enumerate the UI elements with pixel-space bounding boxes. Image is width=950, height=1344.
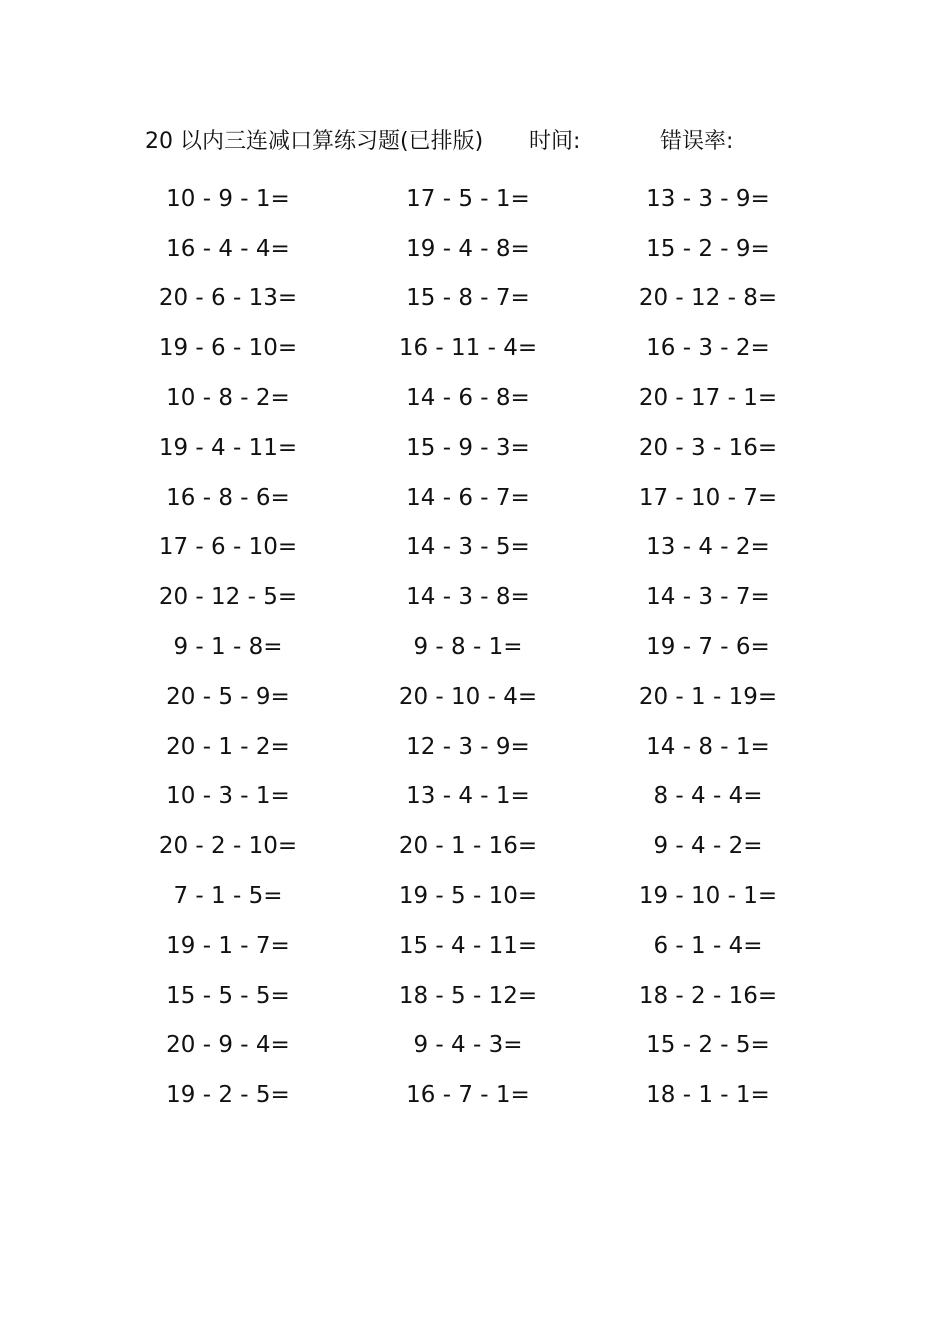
problem-item: 14 - 3 - 8= bbox=[406, 584, 530, 611]
problem-item: 19 - 1 - 7= bbox=[166, 932, 290, 959]
problem-item: 9 - 4 - 3= bbox=[413, 1032, 523, 1059]
problem-item: 9 - 8 - 1= bbox=[413, 634, 523, 661]
problem-item: 19 - 4 - 11= bbox=[158, 434, 298, 461]
problem-row bbox=[108, 224, 828, 274]
problem-grid bbox=[108, 174, 828, 1120]
problem-item: 18 - 2 - 16= bbox=[638, 982, 778, 1009]
error-rate-label: 错误率: bbox=[660, 129, 734, 154]
problem-item: 16 - 4 - 4= bbox=[166, 235, 290, 262]
worksheet-header bbox=[145, 126, 845, 158]
problem-item: 14 - 8 - 1= bbox=[646, 733, 770, 760]
problem-item: 20 - 5 - 9= bbox=[166, 683, 290, 710]
problem-item: 13 - 4 - 2= bbox=[646, 534, 770, 561]
problem-item: 14 - 6 - 8= bbox=[406, 385, 530, 412]
problem-row bbox=[108, 921, 828, 971]
problem-item: 14 - 6 - 7= bbox=[406, 484, 530, 511]
problem-item: 17 - 10 - 7= bbox=[638, 484, 778, 511]
problem-item: 13 - 3 - 9= bbox=[646, 185, 770, 212]
problem-item: 20 - 10 - 4= bbox=[398, 683, 538, 710]
problem-row bbox=[108, 722, 828, 772]
problem-item: 20 - 17 - 1= bbox=[638, 385, 778, 412]
problem-item: 20 - 3 - 16= bbox=[638, 434, 778, 461]
problem-item: 15 - 2 - 5= bbox=[646, 1032, 770, 1059]
problem-row bbox=[108, 871, 828, 921]
problem-row bbox=[108, 971, 828, 1021]
problem-item: 19 - 7 - 6= bbox=[646, 634, 770, 661]
problem-item: 20 - 1 - 16= bbox=[398, 833, 538, 860]
problem-item: 13 - 4 - 1= bbox=[406, 783, 530, 810]
problem-item: 19 - 4 - 8= bbox=[406, 235, 530, 262]
problem-item: 6 - 1 - 4= bbox=[653, 932, 763, 959]
problem-item: 19 - 2 - 5= bbox=[166, 1082, 290, 1109]
problem-row bbox=[108, 672, 828, 722]
problem-item: 15 - 2 - 9= bbox=[646, 235, 770, 262]
problem-item: 9 - 4 - 2= bbox=[653, 833, 763, 860]
problem-row bbox=[108, 373, 828, 423]
problem-item: 17 - 5 - 1= bbox=[406, 185, 530, 212]
problem-item: 19 - 5 - 10= bbox=[398, 883, 538, 910]
problem-item: 15 - 5 - 5= bbox=[166, 982, 290, 1009]
problem-item: 14 - 3 - 5= bbox=[406, 534, 530, 561]
problem-item: 10 - 3 - 1= bbox=[166, 783, 290, 810]
problem-item: 18 - 5 - 12= bbox=[398, 982, 538, 1009]
problem-item: 15 - 8 - 7= bbox=[406, 285, 530, 312]
problem-item: 19 - 6 - 10= bbox=[158, 335, 298, 362]
problem-item: 16 - 7 - 1= bbox=[406, 1082, 530, 1109]
problem-item: 14 - 3 - 7= bbox=[646, 584, 770, 611]
problem-item: 20 - 6 - 13= bbox=[158, 285, 298, 312]
problem-row bbox=[108, 323, 828, 373]
problem-item: 20 - 12 - 8= bbox=[638, 285, 778, 312]
problem-item: 15 - 9 - 3= bbox=[406, 434, 530, 461]
problem-item: 10 - 8 - 2= bbox=[166, 385, 290, 412]
problem-row bbox=[108, 274, 828, 324]
problem-row bbox=[108, 772, 828, 822]
problem-item: 20 - 9 - 4= bbox=[166, 1032, 290, 1059]
problem-row bbox=[108, 423, 828, 473]
problem-item: 7 - 1 - 5= bbox=[173, 883, 283, 910]
worksheet-title: 20 以内三连减口算练习题(已排版) bbox=[145, 129, 484, 154]
problem-row bbox=[108, 622, 828, 672]
problem-item: 8 - 4 - 4= bbox=[653, 783, 763, 810]
problem-item: 16 - 3 - 2= bbox=[646, 335, 770, 362]
problem-item: 20 - 12 - 5= bbox=[158, 584, 298, 611]
problem-row bbox=[108, 572, 828, 622]
problem-item: 15 - 4 - 11= bbox=[398, 932, 538, 959]
problem-row bbox=[108, 821, 828, 871]
problem-row bbox=[108, 1070, 828, 1120]
time-label: 时间: bbox=[529, 129, 581, 154]
problem-row bbox=[108, 174, 828, 224]
problem-item: 10 - 9 - 1= bbox=[166, 185, 290, 212]
problem-row bbox=[108, 473, 828, 523]
problem-row bbox=[108, 1021, 828, 1071]
problem-item: 20 - 1 - 2= bbox=[166, 733, 290, 760]
problem-item: 16 - 11 - 4= bbox=[398, 335, 538, 362]
problem-item: 20 - 1 - 19= bbox=[638, 683, 778, 710]
problem-row bbox=[108, 523, 828, 573]
problem-item: 16 - 8 - 6= bbox=[166, 484, 290, 511]
problem-item: 20 - 2 - 10= bbox=[158, 833, 298, 860]
problem-item: 12 - 3 - 9= bbox=[406, 733, 530, 760]
problem-item: 17 - 6 - 10= bbox=[158, 534, 298, 561]
problem-item: 19 - 10 - 1= bbox=[638, 883, 778, 910]
problem-item: 9 - 1 - 8= bbox=[173, 634, 283, 661]
problem-item: 18 - 1 - 1= bbox=[646, 1082, 770, 1109]
